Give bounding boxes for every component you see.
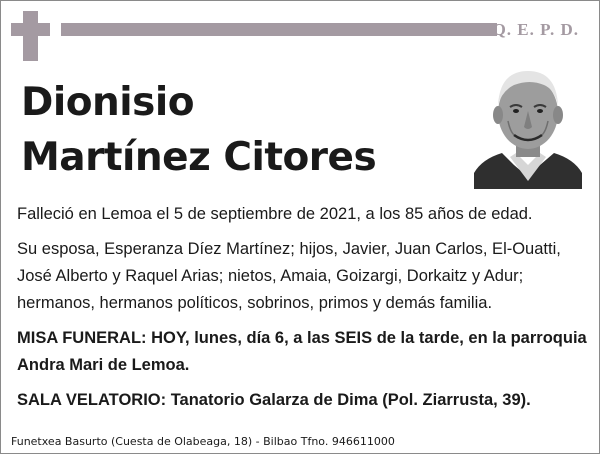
- notice-body: [17, 201, 589, 422]
- deceased-first-name: Dionisio: [21, 80, 195, 125]
- cross-icon: [23, 11, 38, 61]
- family-paragraph: Su esposa, Esperanza Díez Martínez; hijos, Javier, Juan Carlos, El-Ouatti, José Alberto y Raquel Arias; nietos, Amaia, Goizargi, Dorkaitz y Adur; hermanos, hermanos políticos, sobrinos, primos y demás familia.: [17, 240, 561, 312]
- cross-icon-arm: [11, 23, 50, 36]
- wake-room-paragraph: SALA VELATORIO: Tanatorio Galarza de Dima (Pol. Ziarrusta, 39).: [17, 391, 531, 409]
- death-paragraph: Falleció en Lemoa el 5 de septiembre de 2021, a los 85 años de edad.: [17, 205, 533, 223]
- funeral-home-footer: Funetxea Basurto (Cuesta de Olabeaga, 18) - Bilbao Tfno. 946611000: [11, 435, 395, 448]
- funeral-mass-paragraph: MISA FUNERAL: HOY, lunes, día 6, a las SEIS de la tarde, en la parroquia Andra Mari de Lemoa.: [17, 329, 587, 374]
- deceased-portrait: [474, 61, 582, 189]
- deceased-name: [21, 75, 376, 185]
- qepd-label: Q. E. P. D.: [492, 20, 579, 39]
- deceased-surnames: Martínez Citores: [21, 135, 377, 180]
- header-rule: [61, 23, 497, 36]
